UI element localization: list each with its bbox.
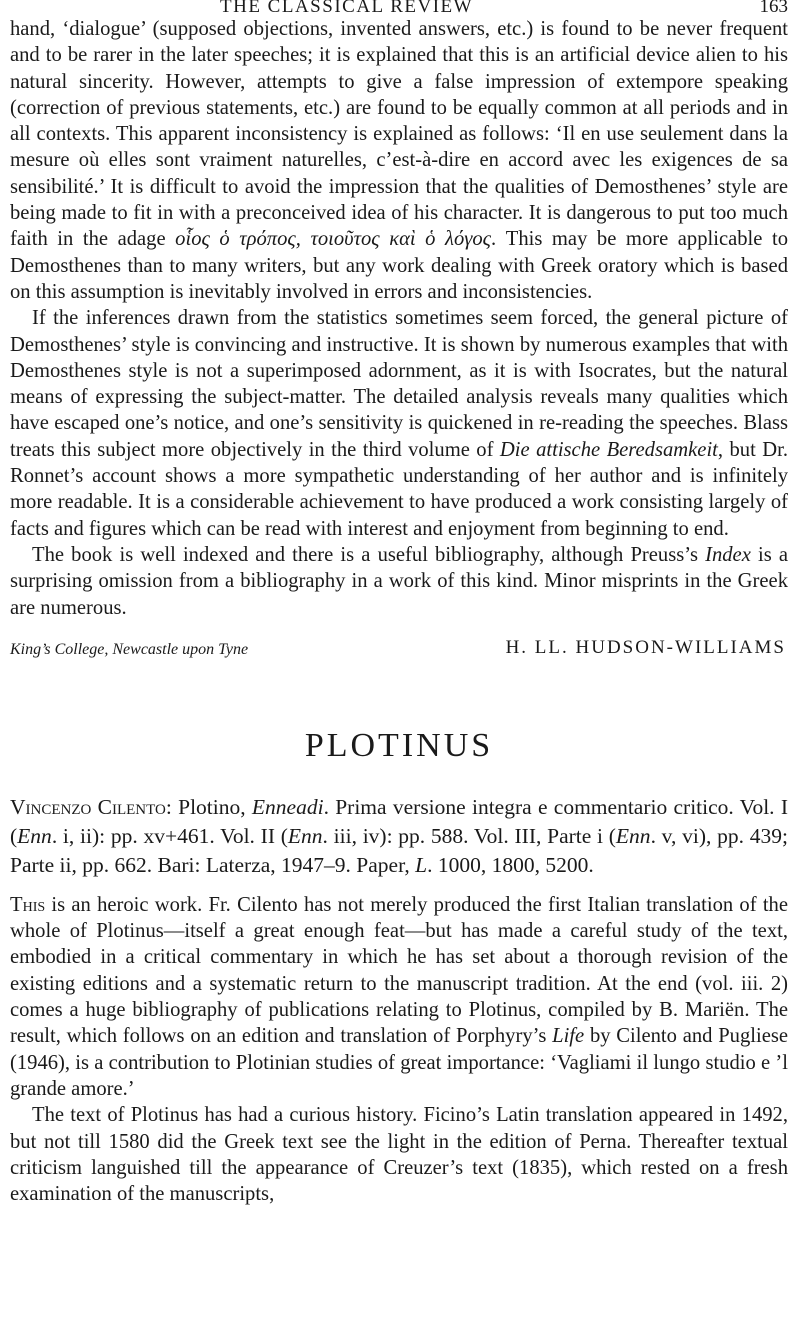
review-demosthenes <box>10 16 788 621</box>
paragraph: The book is well indexed and there is a useful bibliography, although Preuss’s Index is a surprising omission from a bibliography in a work of this kind. Minor misprints in the Greek are numerous. <box>10 543 788 619</box>
paragraph: If the inferences drawn from the statistics sometimes seem forced, the general picture of Demosthenes’ style is convincing and instructive. It is shown by numerous examples that with Demosthenes style is not a superimposed adornment, as it is with Isocrates, but the natural means of expressing the subject-matter. The detailed analysis reveals many qualities which have escaped one’s notice, and one’s sensitivity is quickened in re-reading the speeches. Blass treats this subject more objectively in the third volume of Die attische Beredsamkeit, but Dr. Ronnet’s account shows a more sympathetic understanding of her author and is infinitely more readable. It is a considerable achievement to have produced a work consisting largely of facts and figures which can be read with interest and enjoyment from beginning to end. <box>10 307 788 540</box>
page-number: 163 <box>759 0 788 17</box>
paragraph: hand, ‘dialogue’ (supposed objections, invented answers, etc.) is found to be never frequent and to be rarer in the later speeches; it is explained that this is an artificial device alien to his natural sincerity. However, attempts to give a false impression of extempore speaking (correction of previous statements, etc.) are found to be equally common at all periods and in all contexts. This apparent inconsistency is explained as follows: ‘Il en use seulement dans la mesure où elles sont vraiment naturelles, c’est-à-dire en accord avec les exigences de sa sensibilité.’ It is difficult to avoid the impression that the qualities of Demosthenes’ style are being made to fit in with a preconceived idea of his character. It is dangerous to put too much faith in the adage οἷος ὁ τρόπος, τοιοῦτος καὶ ὁ λόγος. This may be more applicable to Demosthenes than to many writers, but any work dealing with Greek oratory which is based on this assumption is inevitably involved in errors and inconsistencies. <box>10 18 788 303</box>
review-author: H. LL. HUDSON-WILLIAMS <box>505 636 786 658</box>
work-title: Life <box>552 1025 585 1048</box>
author-affiliation: King’s College, Newcastle upon Tyne <box>10 640 249 658</box>
section-title: PLOTINUS <box>304 726 494 764</box>
running-title: THE CLASSICAL REVIEW <box>220 0 474 17</box>
index-title: Index <box>705 543 751 566</box>
review-signature <box>10 637 788 667</box>
paragraph: The text of Plotinus has had a curious history. Ficino’s Latin translation appeared in 1492, but not till 1580 did the Greek text see the light in the edition of Perna. Thereafter textual criticism languished till the appearance of Creuzer’s text (1835), which rested on a fresh examination of the manuscripts, <box>10 1104 788 1206</box>
book-title: Die attische Beredsamkeit <box>499 438 718 461</box>
book-citation: Vincenzo Cilento: Plotino, Enneadi. Prima versione integra e commentario critico. Vol. I (Enn. i, ii): pp. xv+461. Vol. II (Enn. iii, iv): pp. 588. Vol. III, Parte i (Enn. v, vi), pp. 439; Parte ii, pp. 662. Bari: Laterza, 1947–9. Paper, L. 1000, 1800, 5200. <box>10 794 789 877</box>
cited-author: Vincenzo Cilento <box>10 794 166 819</box>
review-plotinus <box>10 892 788 1208</box>
paragraph: This is an heroic work. Fr. Cilento has not merely produced the first Italian translation of the whole of Plotinus—itself a great enough feat—but has made a careful study of the text, embodied in a critical commentary in which he has set about a thorough revision of the existing editions and a systematic return to the manuscript tradition. At the end (vol. iii. 2) comes a huge bibliography of publications relating to Plotinus, compiled by B. Mariën. The result, which follows on an edition and translation of Porphyry’s Life by Cilento and Pugliese (1946), is a contribution to Plotinian studies of great importance: ‘Vagliami il lungo studio e ’l grande amore.’ <box>10 893 788 1100</box>
running-header <box>10 0 788 16</box>
lead-word: This <box>10 893 46 916</box>
greek-adage: οἷος ὁ τρόπος, τοιοῦτος καὶ ὁ λόγος <box>175 228 492 251</box>
journal-page <box>10 0 788 1207</box>
